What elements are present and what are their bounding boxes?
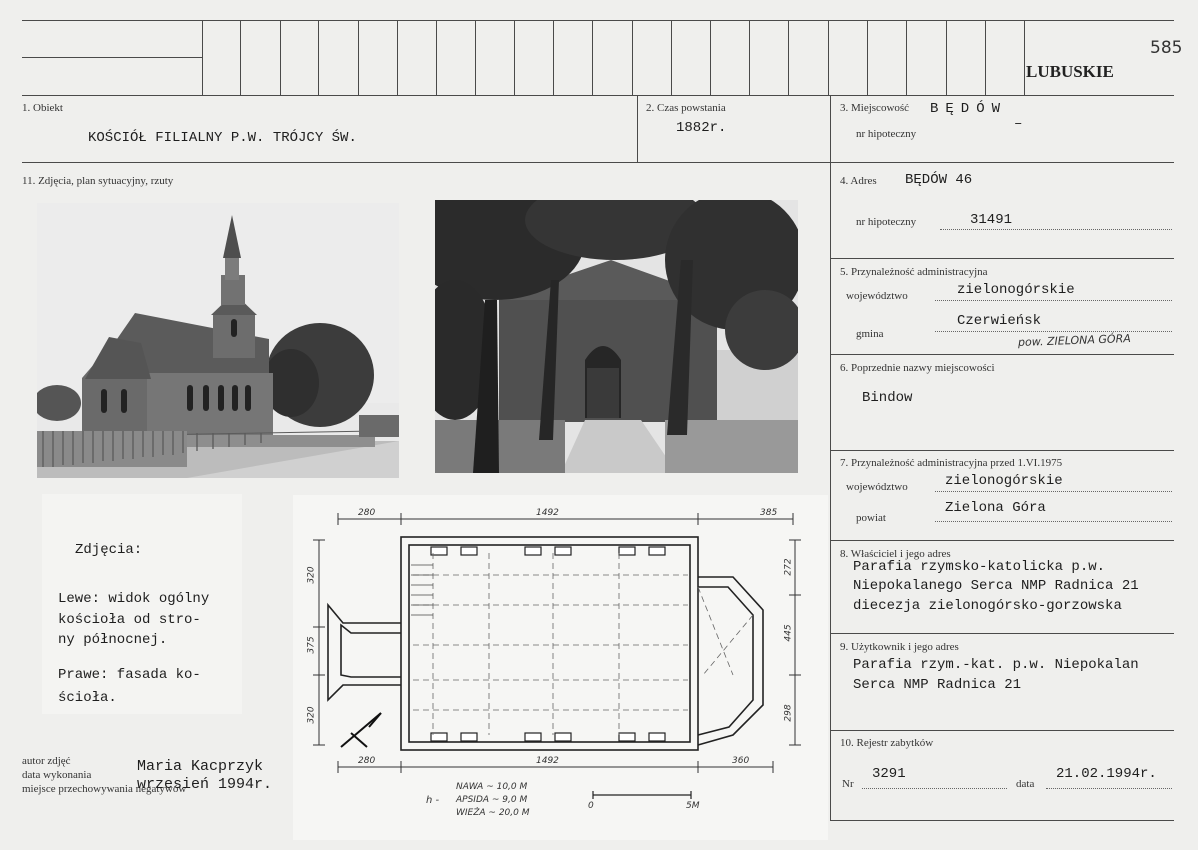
plan-dim-top-1: 280 bbox=[358, 508, 376, 518]
adres-value: BĘDÓW 46 bbox=[905, 172, 973, 188]
uzytkownik-line-1: Parafia rzym.-kat. p.w. Niepokalan bbox=[853, 657, 1139, 673]
adres-label: 4. Adres bbox=[840, 175, 877, 187]
header-grid-line bbox=[788, 20, 789, 95]
floor-plan-drawing bbox=[293, 495, 828, 840]
wlasciciel-line-3: diecezja zielonogórsko-gorzowska bbox=[853, 598, 1122, 614]
gmina-value: Czerwieńsk bbox=[957, 313, 1042, 329]
uzytkownik-line-2: Serca NMP Radnica 21 bbox=[853, 677, 1022, 693]
gmina-label: gmina bbox=[856, 328, 884, 340]
obiekt-value: KOŚCIÓŁ FILIALNY P.W. TRÓJCY ŚW. bbox=[88, 130, 357, 146]
handwritten-note: pow. ZIELONA GÓRA bbox=[1017, 332, 1131, 349]
plan-dim-right-1: 272 bbox=[783, 558, 794, 576]
czas-value: 1882r. bbox=[676, 120, 727, 136]
plan-dim-right-2: 445 bbox=[783, 624, 794, 642]
floor-plan-card bbox=[293, 495, 828, 840]
header-grid-line bbox=[906, 20, 907, 95]
miejsce-label: miejsce przechowywania negatywów bbox=[22, 783, 187, 795]
rejestr-label: 10. Rejestr zabytków bbox=[840, 737, 934, 749]
poprzednie-label: 6. Poprzednie nazwy miejscowości bbox=[840, 362, 995, 374]
plan-dim-bottom-3: 360 bbox=[732, 756, 750, 766]
photo-church-exterior bbox=[37, 203, 399, 478]
caption-right-1: Prawe: fasada ko- bbox=[58, 667, 201, 683]
plan-dim-top-2: 1492 bbox=[536, 508, 559, 518]
plan-height-prefix: h - bbox=[426, 795, 440, 806]
przynaleznosc-label: 5. Przynależność administracyjna bbox=[840, 266, 988, 278]
header-grid-line bbox=[985, 20, 986, 95]
rejestr-data-value: 21.02.1994r. bbox=[1056, 766, 1157, 782]
header-grid-line bbox=[710, 20, 711, 95]
caption-left-2: kościoła od stro- bbox=[58, 612, 201, 628]
header-grid-line bbox=[592, 20, 593, 95]
plan-dim-right-3: 298 bbox=[783, 704, 794, 722]
page-number: 585 bbox=[1150, 38, 1183, 58]
zdjecia-label: 11. Zdjęcia, plan sytuacyjny, rzuty bbox=[22, 175, 174, 187]
header-grid-line bbox=[1024, 20, 1025, 95]
poprzednie-value: Bindow bbox=[862, 390, 913, 406]
autor-value: Maria Kacprzyk bbox=[137, 758, 264, 775]
data-wykonania-label: data wykonania bbox=[22, 769, 92, 781]
woj-value: zielonogórskie bbox=[957, 282, 1075, 298]
header-grid-line bbox=[632, 20, 633, 95]
adres-hipo-label: nr hipoteczny bbox=[856, 216, 917, 228]
powiat-label: powiat bbox=[856, 512, 886, 524]
plan-dim-top-3: 385 bbox=[760, 508, 778, 518]
header-grid-line bbox=[749, 20, 750, 95]
adres-hipo-value: 31491 bbox=[970, 212, 1013, 228]
przed1975-woj-label: województwo bbox=[846, 481, 908, 493]
przed1975-woj-value: zielonogórskie bbox=[945, 473, 1063, 489]
header-grid-line bbox=[671, 20, 672, 95]
miejscowosc-hipo-label: nr hipoteczny bbox=[856, 128, 917, 140]
plan-dim-bottom-2: 1492 bbox=[536, 756, 559, 766]
plan-height-nawa: NAWA ~ 10,0 M bbox=[456, 782, 528, 792]
wlasciciel-line-1: Parafia rzymsko-katolicka p.w. bbox=[853, 559, 1106, 575]
caption-left-3: ny północnej. bbox=[58, 632, 168, 648]
wlasciciel-line-2: Niepokalanego Serca NMP Radnica 21 bbox=[853, 578, 1139, 594]
rejestr-nr-label: Nr bbox=[842, 778, 854, 790]
rejestr-data-label: data bbox=[1016, 778, 1035, 790]
header-grid-line bbox=[280, 20, 281, 95]
header-grid-line bbox=[867, 20, 868, 95]
header-grid-line bbox=[358, 20, 359, 95]
woj-label: województwo bbox=[846, 290, 908, 302]
caption-right-2: ścioła. bbox=[58, 690, 117, 706]
header-grid-line bbox=[828, 20, 829, 95]
wlasciciel-label: 8. Właściciel i jego adres bbox=[840, 548, 951, 560]
region-label: LUBUSKIE bbox=[1026, 62, 1114, 81]
plan-height-wieza: WIEŻA ~ 20,0 M bbox=[456, 808, 530, 818]
powiat-value: Zielona Góra bbox=[945, 500, 1046, 516]
data-wykonania-value: wrzesień 1994r. bbox=[137, 776, 273, 793]
autor-label: autor zdjęć bbox=[22, 755, 71, 767]
plan-dim-left-1: 320 bbox=[306, 566, 317, 584]
plan-scale-end: 5M bbox=[686, 801, 700, 811]
czas-label: 2. Czas powstania bbox=[646, 102, 726, 114]
photo-church-facade bbox=[435, 200, 798, 473]
miejscowosc-value: BĘDÓW bbox=[930, 101, 1008, 117]
header-grid-line bbox=[318, 20, 319, 95]
header-grid-line bbox=[475, 20, 476, 95]
plan-dim-left-2: 375 bbox=[306, 636, 317, 654]
plan-height-apsida: APSIDA ~ 9,0 M bbox=[456, 795, 528, 805]
caption-left-1: Lewe: widok ogólny bbox=[58, 591, 210, 607]
miejscowosc-label: 3. Miejscowość bbox=[840, 102, 910, 114]
header-grid-line bbox=[202, 20, 203, 95]
miejscowosc-hipo-value: – bbox=[1014, 116, 1023, 132]
header-grid-line bbox=[436, 20, 437, 95]
plan-dim-bottom-1: 280 bbox=[358, 756, 376, 766]
header-grid-line bbox=[946, 20, 947, 95]
uzytkownik-label: 9. Użytkownik i jego adres bbox=[840, 641, 959, 653]
przed1975-label: 7. Przynależność administracyjna przed 1.VI.1975 bbox=[840, 457, 1063, 469]
caption-title: Zdjęcia: bbox=[75, 542, 143, 558]
obiekt-label: 1. Obiekt bbox=[22, 102, 63, 114]
header-grid-line bbox=[514, 20, 515, 95]
header-grid-line bbox=[240, 20, 241, 95]
rejestr-nr-value: 3291 bbox=[872, 766, 906, 782]
header-grid-line bbox=[553, 20, 554, 95]
plan-scale-zero: 0 bbox=[588, 801, 594, 811]
plan-dim-left-3: 320 bbox=[306, 706, 317, 724]
header-grid-line bbox=[397, 20, 398, 95]
